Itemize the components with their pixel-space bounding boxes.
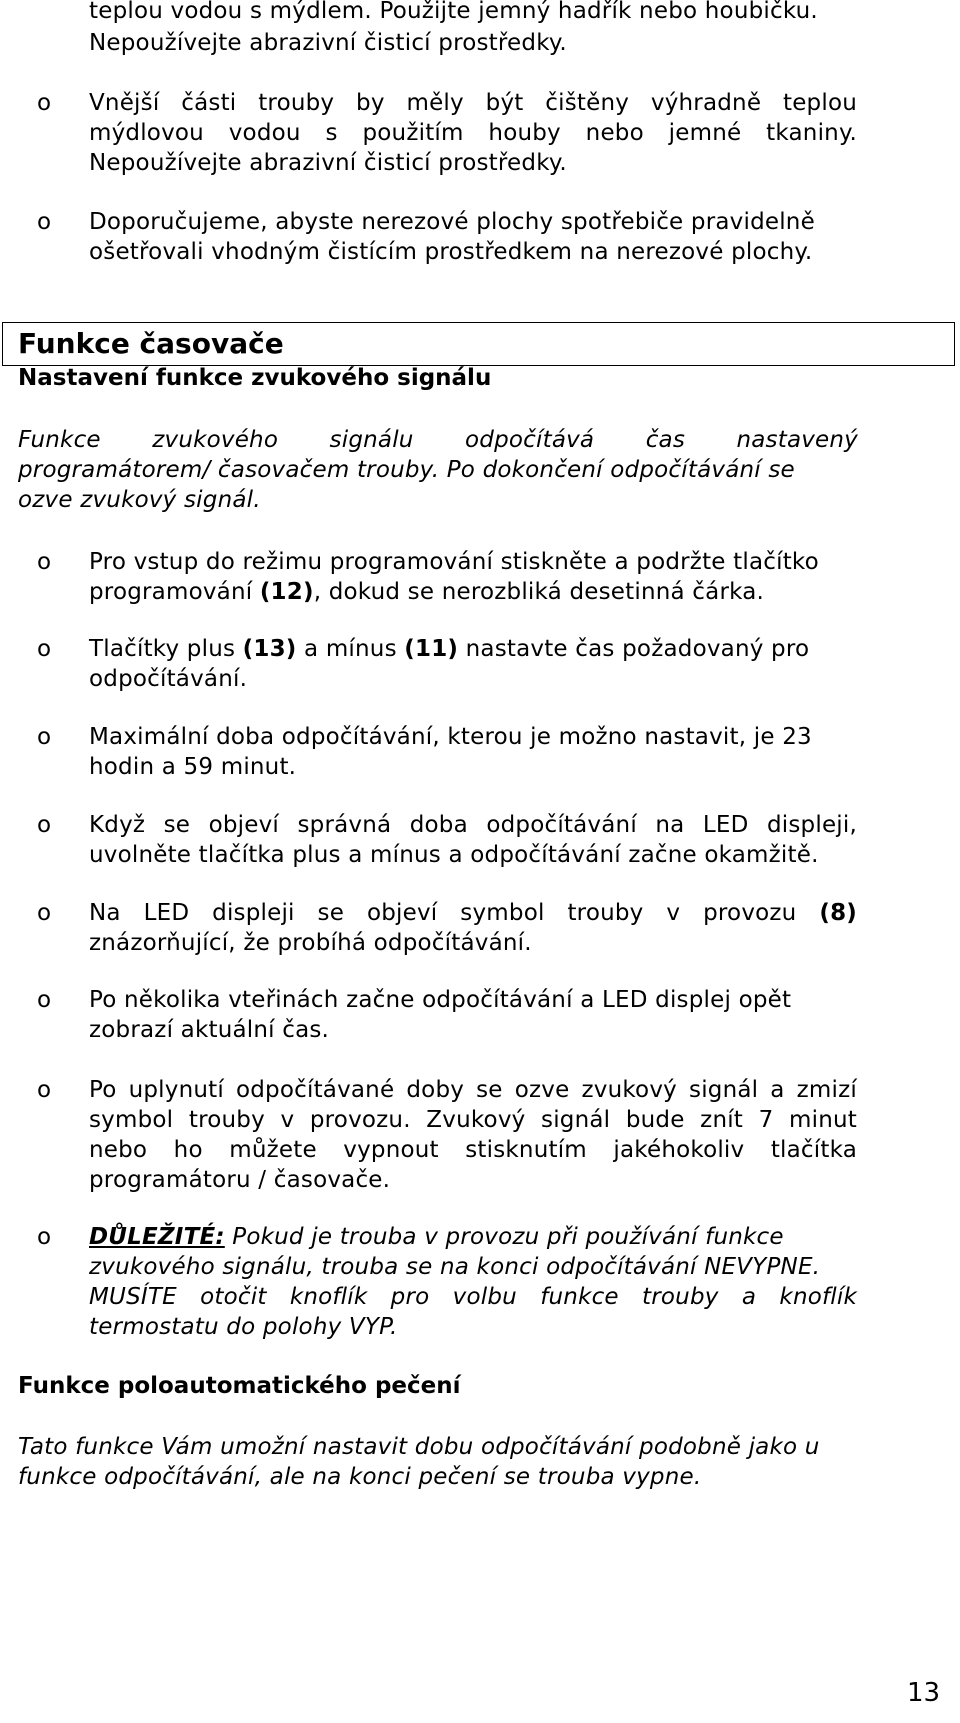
bullet-marker: o xyxy=(37,900,52,926)
page-number: 13 xyxy=(907,1678,941,1708)
bullet-marker: o xyxy=(37,1224,52,1250)
paragraph-line: Nepoužívejte abrazivní čisticí prostředky. xyxy=(89,30,567,56)
intro-line: programátorem/ časovačem trouby. Po dokončení odpočítávání se xyxy=(18,457,795,483)
step-line: znázorňující, že probíhá odpočítávání. xyxy=(89,930,532,956)
paragraph-line: ošetřovali vhodným čistícím prostředkem na nerezové plochy. xyxy=(89,239,813,265)
step-line: symbol trouby v provozu. Zvukový signál bude znít 7 minut xyxy=(89,1107,857,1133)
step-line: odpočítávání. xyxy=(89,666,248,692)
important-label: DŮLEŽITÉ: xyxy=(89,1224,225,1250)
bullet-marker: o xyxy=(37,549,52,575)
bullet-marker: o xyxy=(37,724,52,750)
paragraph-line: Doporučujeme, abyste nerezové plochy spotřebiče pravidelně xyxy=(89,209,815,235)
step-text: Na LED displeji se objeví symbol trouby v provozu xyxy=(89,900,820,926)
step-text: , dokud se nerozbliká desetinná čárka. xyxy=(313,579,765,605)
step-line: programátoru / časovače. xyxy=(89,1167,391,1193)
step-text: a mínus xyxy=(296,636,405,662)
step-line: zvukového signálu, trouba se na konci odpočítávání NEVYPNE. xyxy=(89,1254,821,1280)
bullet-marker: o xyxy=(37,812,52,838)
intro-line: Funkce zvukového signálu odpočítává čas nastavený xyxy=(18,427,858,453)
step-line: MUSÍTE otočit knoflík pro volbu funkce trouby a knoflík xyxy=(89,1284,857,1310)
bullet-marker: o xyxy=(37,90,52,116)
step-line xyxy=(89,1221,784,1254)
subheading: Nastavení funkce zvukového signálu xyxy=(18,365,492,391)
step-line xyxy=(89,897,857,930)
intro-line: ozve zvukový signál. xyxy=(18,487,261,513)
bullet-marker: o xyxy=(37,987,52,1013)
step-text: programování xyxy=(89,579,260,605)
paragraph-line: Nepoužívejte abrazivní čisticí prostředky. xyxy=(89,150,567,176)
step-line: uvolněte tlačítka plus a mínus a odpočítávání začne okamžitě. xyxy=(89,842,819,868)
step-line: Pro vstup do režimu programování stiskněte a podržte tlačítko xyxy=(89,549,819,575)
bullet-marker: o xyxy=(37,636,52,662)
subheading: Funkce poloautomatického pečení xyxy=(18,1373,461,1399)
step-text: Pokud je trouba v provozu při používání funkce xyxy=(224,1224,784,1250)
paragraph-line: funkce odpočítávání, ale na konci pečení se trouba vypne. xyxy=(18,1464,702,1490)
paragraph-line: teplou vodou s mýdlem. Použijte jemný hadřík nebo houbičku. xyxy=(89,0,818,24)
button-reference: (12) xyxy=(259,579,314,605)
step-line: Když se objeví správná doba odpočítávání na LED displeji, xyxy=(89,812,857,838)
step-line: Po několika vteřinách začne odpočítávání a LED displej opět xyxy=(89,987,792,1013)
step-line xyxy=(89,633,809,666)
paragraph-line: Vnější části trouby by měly být čištěny výhradně teplou xyxy=(89,90,857,116)
step-line: hodin a 59 minut. xyxy=(89,754,297,780)
step-line xyxy=(89,576,764,609)
section-title: Funkce časovače xyxy=(18,327,284,360)
indicator-reference: (8) xyxy=(819,900,857,926)
bullet-marker: o xyxy=(37,1077,52,1103)
bullet-marker: o xyxy=(37,209,52,235)
button-reference: (11) xyxy=(404,636,459,662)
step-text: nastavte čas požadovaný pro xyxy=(458,636,810,662)
step-line: zobrazí aktuální čas. xyxy=(89,1017,330,1043)
paragraph-line: Tato funkce Vám umožní nastavit dobu odpočítávání podobně jako u xyxy=(18,1434,820,1460)
step-line: termostatu do polohy VYP. xyxy=(89,1314,398,1340)
paragraph-line: mýdlovou vodou s použitím houby nebo jemné tkaniny. xyxy=(89,120,857,146)
step-text: Tlačítky plus xyxy=(89,636,243,662)
step-line: Maximální doba odpočítávání, kterou je možno nastavit, je 23 xyxy=(89,724,812,750)
step-line: Po uplynutí odpočítávané doby se ozve zvukový signál a zmizí xyxy=(89,1077,857,1103)
button-reference: (13) xyxy=(242,636,297,662)
step-line: nebo ho můžete vypnout stisknutím jakéhokoliv tlačítka xyxy=(89,1137,857,1163)
